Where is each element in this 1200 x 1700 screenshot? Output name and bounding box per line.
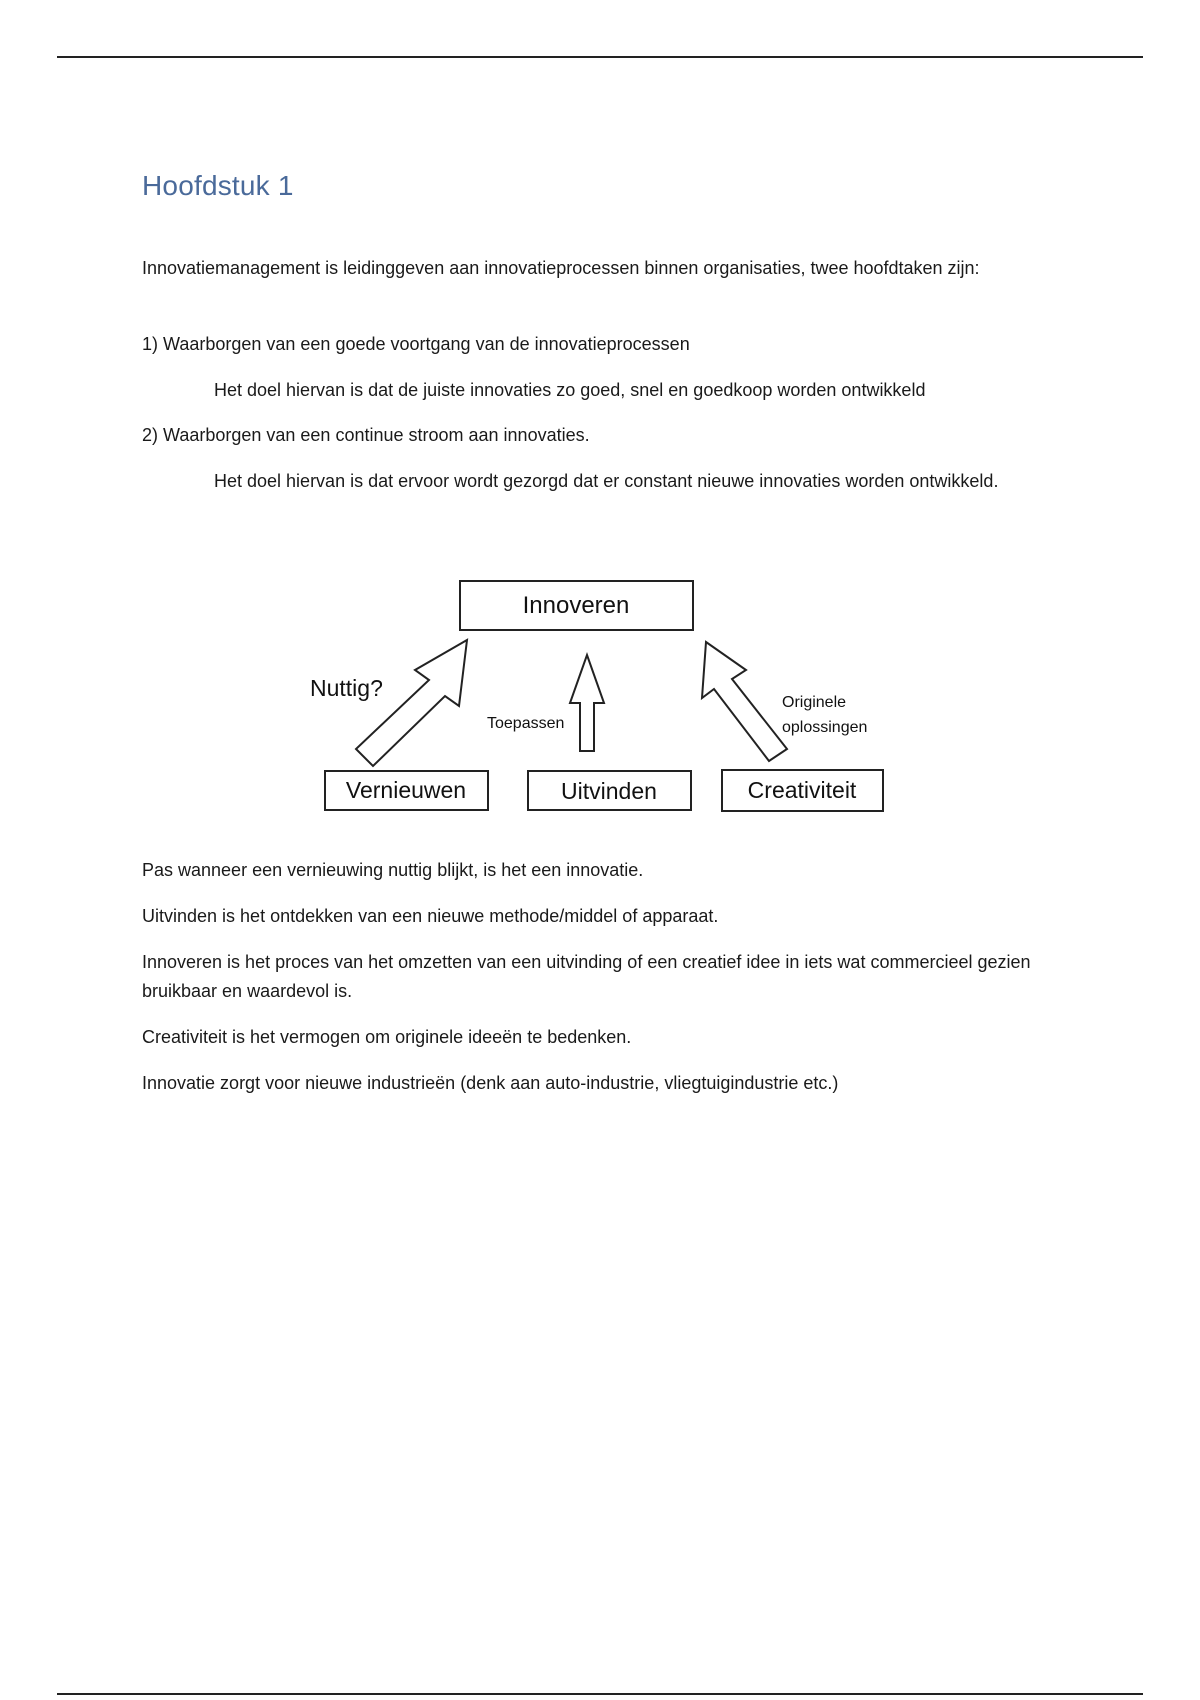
header-rule: [57, 56, 1143, 58]
definition-innoveren: Innoveren is het proces van het omzetten van een uitvinding of een creatief idee in iets wat commercieel gezien bruikbaar en waardevol is.: [142, 952, 1031, 1001]
box-creativiteit-label: Creativiteit: [747, 777, 857, 803]
label-oplossingen: oplossingen: [782, 719, 868, 736]
task-1-detail: Het doel hiervan is dat de juiste innovaties zo goed, snel en goedkoop worden ontwikkeld: [214, 380, 926, 400]
task-2-title: 2) Waarborgen van een continue stroom aan innovaties.: [142, 425, 590, 445]
intro-paragraph: Innovatiemanagement is leidinggeven aan innovatieprocessen binnen organisaties, twee hoofdtaken zijn:: [142, 258, 980, 278]
task-1-title: 1) Waarborgen van een goede voortgang van de innovatieprocessen: [142, 334, 690, 354]
box-vernieuwen-label: Vernieuwen: [345, 777, 467, 803]
definition-industrieen: Innovatie zorgt voor nieuwe industrieën (denk aan auto-industrie, vliegtuigindustrie etc.): [142, 1073, 839, 1093]
innovation-diagram: [290, 548, 910, 824]
label-nuttig: Nuttig?: [310, 675, 383, 701]
chapter-heading: Hoofdstuk 1: [142, 170, 294, 201]
task-2-detail: Het doel hiervan is dat ervoor wordt gezorgd dat er constant nieuwe innovaties worden ontwikkeld.: [214, 471, 999, 491]
definition-creativiteit: Creativiteit is het vermogen om originele ideeën te bedenken.: [142, 1027, 632, 1047]
arrow-center: [570, 655, 604, 751]
label-toepassen: Toepassen: [487, 715, 565, 732]
box-uitvinden-label: Uitvinden: [561, 778, 657, 804]
definition-uitvinden: Uitvinden is het ontdekken van een nieuwe methode/middel of apparaat.: [142, 906, 719, 926]
arrow-right: [702, 642, 787, 761]
label-originele: Originele: [782, 694, 847, 711]
definition-innovatie: Pas wanneer een vernieuwing nuttig blijkt, is het een innovatie.: [142, 860, 644, 880]
footer-rule: [57, 1693, 1143, 1695]
arrow-left: [356, 640, 467, 766]
box-innoveren-label: Innoveren: [522, 592, 630, 619]
